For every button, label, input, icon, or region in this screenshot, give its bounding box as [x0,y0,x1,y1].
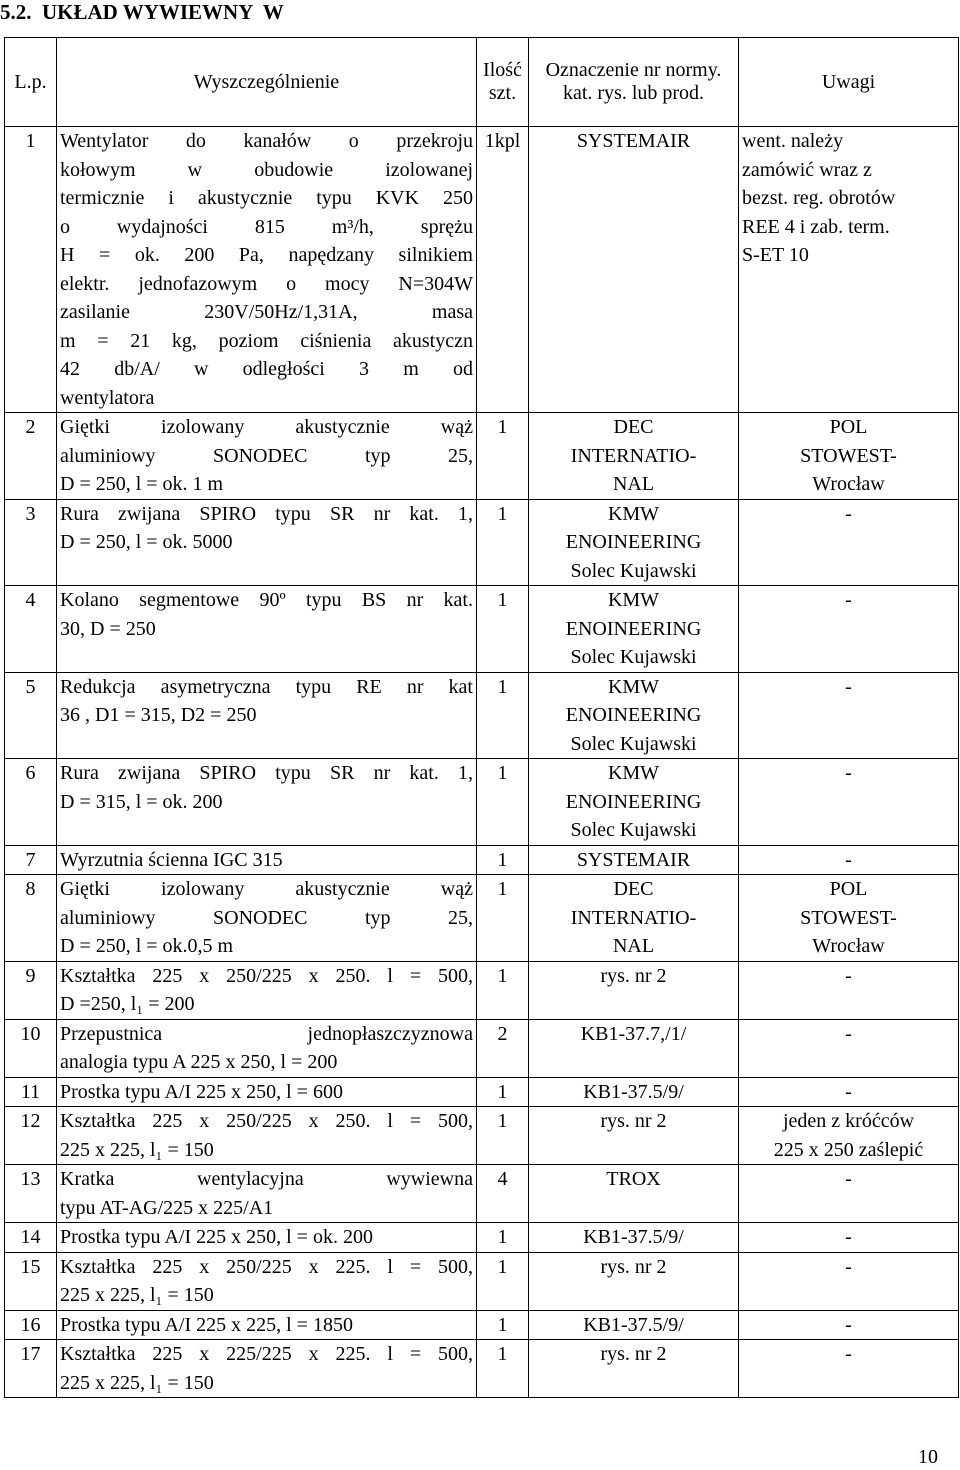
row-lp: 11 [5,1077,57,1107]
description-line: Kształtka 225 x 225/225 x 225. l = 500, [60,1343,473,1365]
row-lp: 13 [5,1165,57,1223]
row-notes [739,1077,959,1107]
table-row [5,1165,959,1223]
description-line: Rura zwijana SPIRO typu SR nr kat. 1, [60,762,473,784]
notes-line: STOWEST- [800,906,897,929]
row-notes [739,127,959,413]
designation-line: ENOINEERING [565,704,702,726]
equipment-table [4,37,959,1398]
designation-line: DEC [613,878,654,900]
row-notes [739,1252,959,1310]
row-quantity: 1 [477,875,529,962]
table-body [5,127,959,1398]
row-description [57,961,477,1019]
row-designation [529,845,739,875]
description-line: H = ok. 200 Pa, napędzany silnikiem [60,244,473,266]
row-lp: 3 [5,499,57,586]
header-quantity: Ilość szt. [477,38,529,127]
row-quantity: 1 [477,1252,529,1310]
row-lp: 12 [5,1107,57,1165]
description-line: Redukcja asymetryczna typu RE nr kat [60,675,473,698]
designation-line: TROX [606,1168,661,1190]
row-designation [529,413,739,500]
description-line: kołowym w obudowie izolowanej [60,158,473,181]
table-header-row [5,38,959,127]
description-line: Kształtka 225 x 250/225 x 250. l = 500, [60,964,473,987]
row-lp: 16 [5,1310,57,1340]
designation-line: KMW [607,589,660,611]
header-description: Wyszczególnienie [57,38,477,127]
row-lp: 2 [5,413,57,500]
row-description [57,1077,477,1107]
row-notes [739,961,959,1019]
description-line: Prostka typu A/I 225 x 225, l = 1850 [60,1313,353,1336]
designation-line: Solec Kujawski [570,559,697,582]
designation-line: INTERNATIO- [570,906,697,929]
row-description [57,845,477,875]
description-line: elektr. jednofazowym o mocy N=304W [60,272,473,295]
row-designation [529,1019,739,1077]
designation-line: NAL [612,935,655,957]
row-quantity: 1 [477,672,529,759]
notes-line: - [845,762,852,784]
description-line: analogia typu A 225 x 250, l = 200 [60,1051,338,1073]
description-line: Przepustnica jednopłaszczyznowa [60,1022,473,1045]
description-line: Wentylator do kanałów o przekroju [60,130,473,152]
description-line: 225 x 225, l₁ = 150 [60,1138,214,1161]
notes-line: - [845,848,852,871]
row-description [57,1019,477,1077]
row-lp: 10 [5,1019,57,1077]
description-line: 36 , D1 = 315, D2 = 250 [60,704,257,726]
row-description [57,413,477,500]
description-line: Wyrzutnia ścienna IGC 315 [60,848,283,871]
table-row [5,1252,959,1310]
table-row [5,499,959,586]
row-quantity: 1 [477,759,529,846]
designation-line: KB1-37.5/9/ [583,1313,684,1336]
notes-line: - [845,1168,852,1190]
row-lp: 14 [5,1223,57,1253]
description-line: 42 db/A/ w odległości 3 m od [60,358,473,380]
notes-line: - [845,1255,852,1278]
table-row [5,1077,959,1107]
description-line: Kształtka 225 x 250/225 x 225. l = 500, [60,1255,473,1278]
row-lp: 4 [5,586,57,673]
designation-line: ENOINEERING [565,617,702,640]
row-designation [529,672,739,759]
description-line: zasilanie 230V/50Hz/1,31A, masa [60,301,473,323]
designation-line: rys. nr 2 [600,1110,667,1132]
description-line: Kształtka 225 x 250/225 x 250. l = 500, [60,1110,473,1132]
row-notes [739,1340,959,1398]
header-notes: Uwagi [739,38,959,127]
notes-line: POL [829,878,868,900]
table-row [5,845,959,875]
notes-line: Wrocław [812,935,885,957]
notes-line: bezst. reg. obrotów [742,187,896,209]
row-quantity: 1 [477,961,529,1019]
description-line: Kolano segmentowe 90º typu BS nr kat. [60,589,473,611]
row-designation [529,875,739,962]
table-row [5,413,959,500]
designation-line: Solec Kujawski [570,732,697,755]
table-row [5,961,959,1019]
notes-line: STOWEST- [800,444,897,467]
notes-line: - [845,964,852,987]
designation-line: KMW [607,502,660,525]
description-line: aluminiowy SONODEC typ 25, [60,906,473,929]
table-row [5,672,959,759]
description-line: Giętki izolowany akustycznie wąż [60,416,473,438]
row-designation [529,1223,739,1253]
row-quantity: 1 [477,1310,529,1340]
row-lp: 9 [5,961,57,1019]
notes-line: 225 x 250 zaślepić [773,1138,924,1161]
notes-line: went. należy [742,130,844,152]
row-description [57,1252,477,1310]
description-line: 30, D = 250 [60,617,156,640]
row-notes [739,759,959,846]
row-quantity: 1kpl [477,127,529,413]
row-notes [739,1310,959,1340]
designation-line: NAL [612,473,655,495]
description-line: D = 250, l = ok. 1 m [60,473,224,495]
row-quantity: 1 [477,1107,529,1165]
row-notes [739,845,959,875]
designation-line: rys. nr 2 [600,964,667,987]
designation-line: rys. nr 2 [600,1255,667,1278]
notes-line: - [845,1313,852,1336]
page-number: 10 [918,1446,938,1468]
notes-line: - [845,502,852,525]
row-designation [529,586,739,673]
row-designation [529,1252,739,1310]
description-line: 225 x 225, l₁ = 150 [60,1284,214,1306]
row-description [57,672,477,759]
table-row [5,586,959,673]
description-line: m = 21 kg, poziom ciśnienia akustyczn [60,329,473,352]
row-quantity: 1 [477,499,529,586]
row-notes [739,672,959,759]
notes-line: Wrocław [812,473,885,495]
row-notes [739,586,959,673]
designation-line: KMW [607,762,660,784]
description-line: D = 250, l = ok. 5000 [60,531,233,553]
designation-line: KMW [607,675,660,698]
description-line: D = 315, l = ok. 200 [60,790,223,813]
row-description [57,586,477,673]
row-notes [739,1019,959,1077]
row-quantity: 1 [477,1340,529,1398]
description-line: wentylatora [60,386,155,409]
table-row [5,759,959,846]
designation-line: ENOINEERING [565,790,702,813]
table-row [5,1107,959,1165]
designation-line: rys. nr 2 [600,1343,667,1365]
row-notes [739,413,959,500]
row-designation [529,499,739,586]
row-description [57,1223,477,1253]
description-line: Rura zwijana SPIRO typu SR nr kat. 1, [60,502,473,525]
row-designation [529,1107,739,1165]
header-designation: Oznaczenie nr normy. kat. rys. lub prod. [529,38,739,127]
row-description [57,875,477,962]
description-line: Kratka wentylacyjna wywiewna [60,1168,473,1190]
notes-line: - [845,1080,852,1103]
description-line: termicznie i akustycznie typu KVK 250 [60,187,473,209]
designation-line: Solec Kujawski [570,819,697,841]
description-line: o wydajności 815 m³/h, sprężu [60,215,473,238]
row-lp: 8 [5,875,57,962]
description-line: D =250, l₁ = 200 [60,993,195,1015]
description-line: Giętki izolowany akustycznie wąż [60,878,473,900]
notes-line: - [845,1343,852,1365]
row-designation [529,1165,739,1223]
table-row [5,127,959,413]
row-designation [529,127,739,413]
notes-line: - [845,675,852,698]
description-line: aluminiowy SONODEC typ 25, [60,444,473,467]
section-heading [0,0,284,24]
table-row [5,875,959,962]
row-designation [529,961,739,1019]
designation-line: SYSTEMAIR [576,130,691,152]
row-designation [529,1310,739,1340]
row-description [57,1310,477,1340]
notes-line: - [845,589,852,611]
row-description [57,499,477,586]
row-notes [739,1107,959,1165]
section-title: UKŁAD WYWIEWNY W [42,0,284,24]
table-row [5,1340,959,1398]
description-line: 225 x 225, l₁ = 150 [60,1371,214,1394]
designation-line: ENOINEERING [565,531,702,553]
designation-line: INTERNATIO- [570,444,697,467]
row-quantity: 4 [477,1165,529,1223]
header-lp: L.p. [5,38,57,127]
table-row [5,1310,959,1340]
row-designation [529,1340,739,1398]
row-description [57,1165,477,1223]
row-notes [739,875,959,962]
table-row [5,1019,959,1077]
row-lp: 6 [5,759,57,846]
description-line: Prostka typu A/I 225 x 250, l = 600 [60,1080,343,1103]
row-lp: 5 [5,672,57,759]
description-line: typu AT-AG/225 x 225/A1 [60,1196,274,1219]
section-number: 5.2. [0,0,32,24]
row-lp: 17 [5,1340,57,1398]
designation-line: KB1-37.7,/1/ [580,1022,687,1045]
row-description [57,759,477,846]
description-line: D = 250, l = ok.0,5 m [60,935,234,957]
row-notes [739,499,959,586]
description-line: Prostka typu A/I 225 x 250, l = ok. 200 [60,1226,373,1248]
notes-line: REE 4 i zab. term. [742,215,890,238]
row-notes [739,1223,959,1253]
notes-line: S-ET 10 [742,244,809,266]
row-quantity: 1 [477,586,529,673]
notes-line: POL [829,416,868,438]
designation-line: KB1-37.5/9/ [583,1226,684,1248]
designation-line: SYSTEMAIR [576,848,691,871]
notes-line: - [845,1022,852,1045]
table-row [5,1223,959,1253]
row-description [57,1340,477,1398]
designation-line: DEC [613,416,654,438]
row-quantity: 2 [477,1019,529,1077]
row-lp: 15 [5,1252,57,1310]
notes-line: - [845,1226,852,1248]
row-designation [529,1077,739,1107]
notes-line: zamówić wraz z [742,158,872,181]
notes-line: jeden z króćców [782,1110,915,1132]
designation-line: KB1-37.5/9/ [583,1080,684,1103]
row-description [57,1107,477,1165]
row-lp: 1 [5,127,57,413]
row-description [57,127,477,413]
row-lp: 7 [5,845,57,875]
row-quantity: 1 [477,845,529,875]
designation-line: Solec Kujawski [570,646,697,668]
row-quantity: 1 [477,1077,529,1107]
row-designation [529,759,739,846]
row-quantity: 1 [477,1223,529,1253]
row-quantity: 1 [477,413,529,500]
row-notes [739,1165,959,1223]
